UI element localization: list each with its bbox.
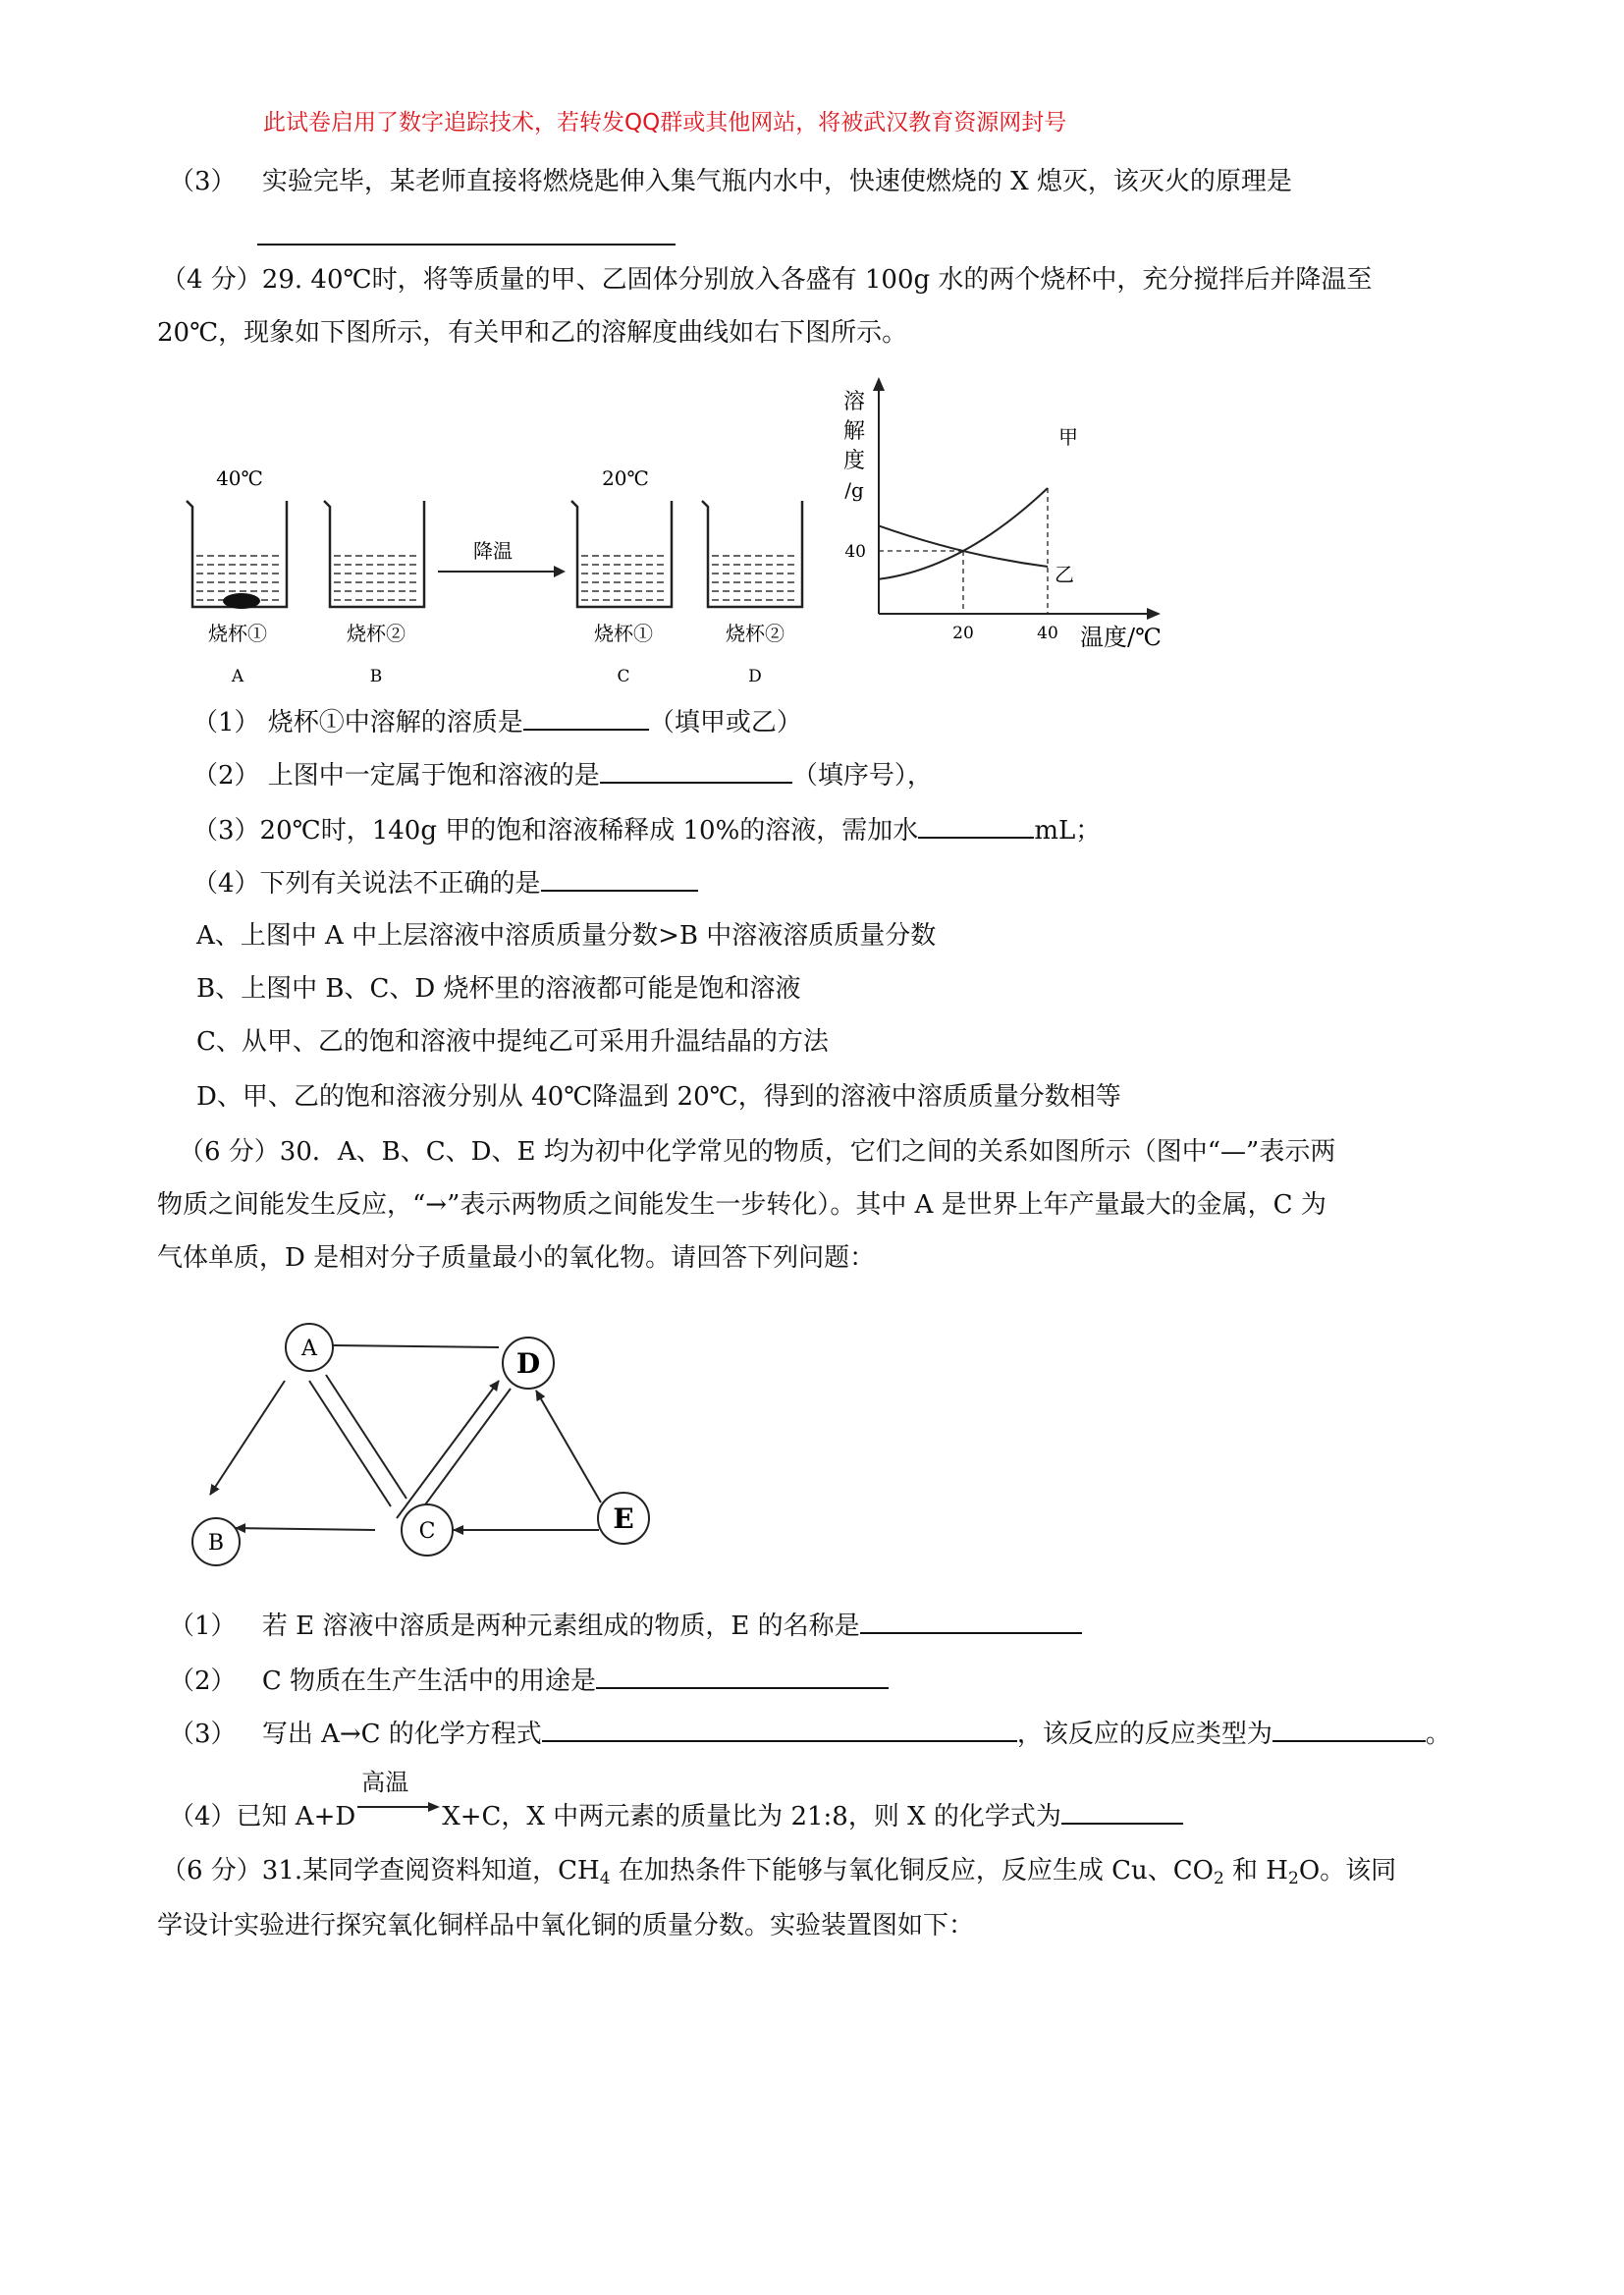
q30-sub4 (169, 1769, 1183, 1833)
edge-c-to-b (236, 1528, 375, 1530)
q29-sub2-text: （2） 上图中一定属于饱和溶液的是 (192, 761, 600, 791)
q29-sub4 (192, 864, 698, 901)
beaker-letter: A (231, 667, 244, 686)
q28-3-text: 实验完毕，某老师直接将燃烧匙伸入集气瓶内水中，快速使燃烧的 X 熄灭，该灭火的原理是 (261, 167, 1292, 196)
q29-sub1 (192, 703, 802, 739)
q31-text: 和 H (1223, 1856, 1288, 1885)
beaker-label: 烧杯① (594, 622, 653, 645)
series-jia-label: 甲 (1058, 425, 1078, 449)
q30-sub3-type-blank[interactable] (1272, 1715, 1426, 1742)
q31-text: 在加热条件下能够与氧化铜反应，反应生成 Cu、CO (610, 1856, 1214, 1885)
edge-a-d (332, 1345, 499, 1347)
q28-3-answer-blank[interactable] (257, 218, 676, 254)
q30-sub3 (169, 1715, 1451, 1751)
temp-label-40: 40℃ (216, 466, 263, 490)
q29-sub1-blank[interactable] (523, 703, 649, 731)
q29-intro-2: 20℃，现象如下图所示，有关甲和乙的溶解度曲线如右下图所示。 (157, 318, 908, 348)
q31-text: （6 分）31.某同学查阅资料知道，CH (161, 1856, 600, 1885)
cooling-label: 降温 (473, 539, 513, 563)
node-a (286, 1324, 333, 1371)
q30-intro-2: 物质之间能发生反应，“→”表示两物质之间能发生一步转化）。其中 A 是世界上年产量最大的金属，C 为 (157, 1190, 1326, 1220)
ylabel-char: 度 (842, 449, 866, 473)
node-d (503, 1338, 554, 1389)
edge-a-c-2 (326, 1375, 406, 1499)
beaker-letter: C (617, 667, 630, 686)
undissolved-solid (223, 593, 260, 609)
q30-sub4-text-2: X+C，X 中两元素的质量比为 21:8，则 X 的化学式为 (442, 1802, 1061, 1831)
beaker-label: 烧杯② (347, 622, 406, 645)
q31-line-1 (161, 1854, 1396, 1887)
q30-sub2-blank[interactable] (596, 1662, 889, 1689)
svg-text:E: E (613, 1503, 634, 1535)
q30-sub1-blank[interactable] (860, 1607, 1082, 1634)
subscript: 2 (1288, 1869, 1299, 1888)
beaker-letter: B (369, 667, 383, 686)
subscript: 4 (599, 1869, 611, 1888)
q29-option-a: A、上图中 A 中上层溶液中溶质质量分数>B 中溶液溶质质量分数 (196, 921, 937, 951)
edge-a-to-b (210, 1381, 285, 1495)
q29-sub2-hint: （填序号）， (791, 761, 933, 791)
beaker-experiment-figure (177, 452, 825, 697)
q30-sub2-number: （2） (169, 1667, 237, 1696)
watermark-notice: 此试卷启用了数字追踪技术，若转发QQ群或其他网站，将被武汉教育资源网封号 (263, 110, 1067, 136)
q30-sub4-blank[interactable] (1061, 1797, 1183, 1825)
q30-intro-3: 气体单质，D 是相对分子质量最小的氧化物。请回答下列问题： (157, 1243, 876, 1273)
q30-sub2 (169, 1662, 889, 1698)
q30-sub1-text: 若 E 溶液中溶质是两种元素组成的物质，E 的名称是 (261, 1612, 860, 1641)
subscript: 2 (1213, 1869, 1224, 1888)
edge-c-to-d (397, 1381, 499, 1518)
q30-sub3-text: 写出 A→C 的化学方程式 (261, 1720, 542, 1749)
beaker-letter: D (748, 667, 762, 686)
node-b (192, 1518, 240, 1565)
q29-sub3-text: （3）20℃时，140g 甲的饱和溶液稀释成 10%的溶液，需加水 (192, 816, 919, 846)
q29-intro-1: （4 分）29. 40℃时，将等质量的甲、乙固体分别放入各盛有 100g 水的两个烧杯中，充分搅拌后并降温至 (161, 265, 1373, 295)
xtick-label: 20 (952, 624, 974, 643)
q29-sub4-blank[interactable] (541, 864, 698, 892)
q31-text: O。该同 (1298, 1856, 1397, 1885)
beaker-b (324, 501, 424, 607)
q30-sub3-period: 。 (1425, 1720, 1451, 1749)
substance-relation-diagram (177, 1306, 687, 1581)
temp-label-20: 20℃ (602, 466, 649, 490)
q28-3-line (169, 165, 1292, 198)
solubility-chart (835, 373, 1168, 658)
q29-option-d: D、甲、乙的饱和溶液分别从 40℃降温到 20℃，得到的溶液中溶质质量分数相等 (196, 1082, 1121, 1112)
node-e (598, 1493, 649, 1544)
q29-option-c: C、从甲、乙的饱和溶液中提纯乙可采用升温结晶的方法 (196, 1027, 829, 1057)
q28-3-number: （3） (169, 167, 237, 196)
q29-sub2 (192, 756, 933, 792)
q30-sub3-text-2: ，该反应的反应类型为 (1016, 1720, 1272, 1749)
beaker-d (702, 501, 802, 607)
q29-option-b: B、上图中 B、C、D 烧杯里的溶液都可能是饱和溶液 (196, 974, 801, 1004)
high-temp-label: 高温 (361, 1769, 409, 1796)
svg-text:C: C (418, 1519, 436, 1544)
q29-sub4-text: （4）下列有关说法不正确的是 (192, 869, 541, 899)
q30-sub4-text: （4）已知 A+D (169, 1802, 356, 1831)
q30-sub3-number: （3） (169, 1720, 237, 1749)
beaker-c (571, 501, 672, 607)
q29-sub3-blank[interactable] (918, 811, 1034, 839)
arrow-icon (355, 1799, 442, 1829)
beaker-label: 烧杯② (726, 622, 785, 645)
beaker-label: 烧杯① (208, 622, 267, 645)
q29-sub3-unit: mL； (1034, 816, 1102, 846)
edge-a-c-1 (309, 1381, 391, 1506)
node-c (402, 1504, 453, 1556)
q29-sub3 (192, 811, 1101, 847)
xlabel: 温度/℃ (1080, 624, 1162, 651)
ylabel-char: 溶 (842, 390, 866, 414)
ytick-label: 40 (844, 542, 866, 562)
q30-sub3-equation-blank[interactable] (542, 1715, 1017, 1742)
ylabel-char: /g (844, 478, 864, 502)
svg-text:B: B (207, 1531, 225, 1556)
q30-sub1-number: （1） (169, 1612, 237, 1641)
high-temp-arrow (355, 1769, 442, 1829)
q30-sub1 (169, 1607, 1082, 1643)
q29-sub1-hint: （填甲或乙） (648, 708, 802, 738)
q30-sub2-text: C 物质在生产生活中的用途是 (261, 1667, 596, 1696)
xtick-label: 40 (1037, 624, 1058, 643)
q29-sub1-text: （1） 烧杯①中溶解的溶质是 (192, 708, 523, 738)
q30-intro-1: （6 分）30．A、B、C、D、E 均为初中化学常见的物质，它们之间的关系如图所示（图中“—”表示两 (179, 1137, 1336, 1167)
q31-line-2: 学设计实验进行探究氧化铜样品中氧化铜的质量分数。实验装置图如下： (157, 1911, 975, 1940)
svg-text:A: A (301, 1337, 317, 1361)
svg-text:D: D (515, 1347, 541, 1380)
edge-d-to-c (412, 1389, 511, 1522)
beaker-a (187, 501, 287, 609)
q29-sub2-blank[interactable] (600, 756, 792, 784)
series-yi-label: 乙 (1055, 563, 1074, 586)
ylabel-char: 解 (842, 419, 866, 444)
edge-e-to-d (536, 1391, 601, 1503)
